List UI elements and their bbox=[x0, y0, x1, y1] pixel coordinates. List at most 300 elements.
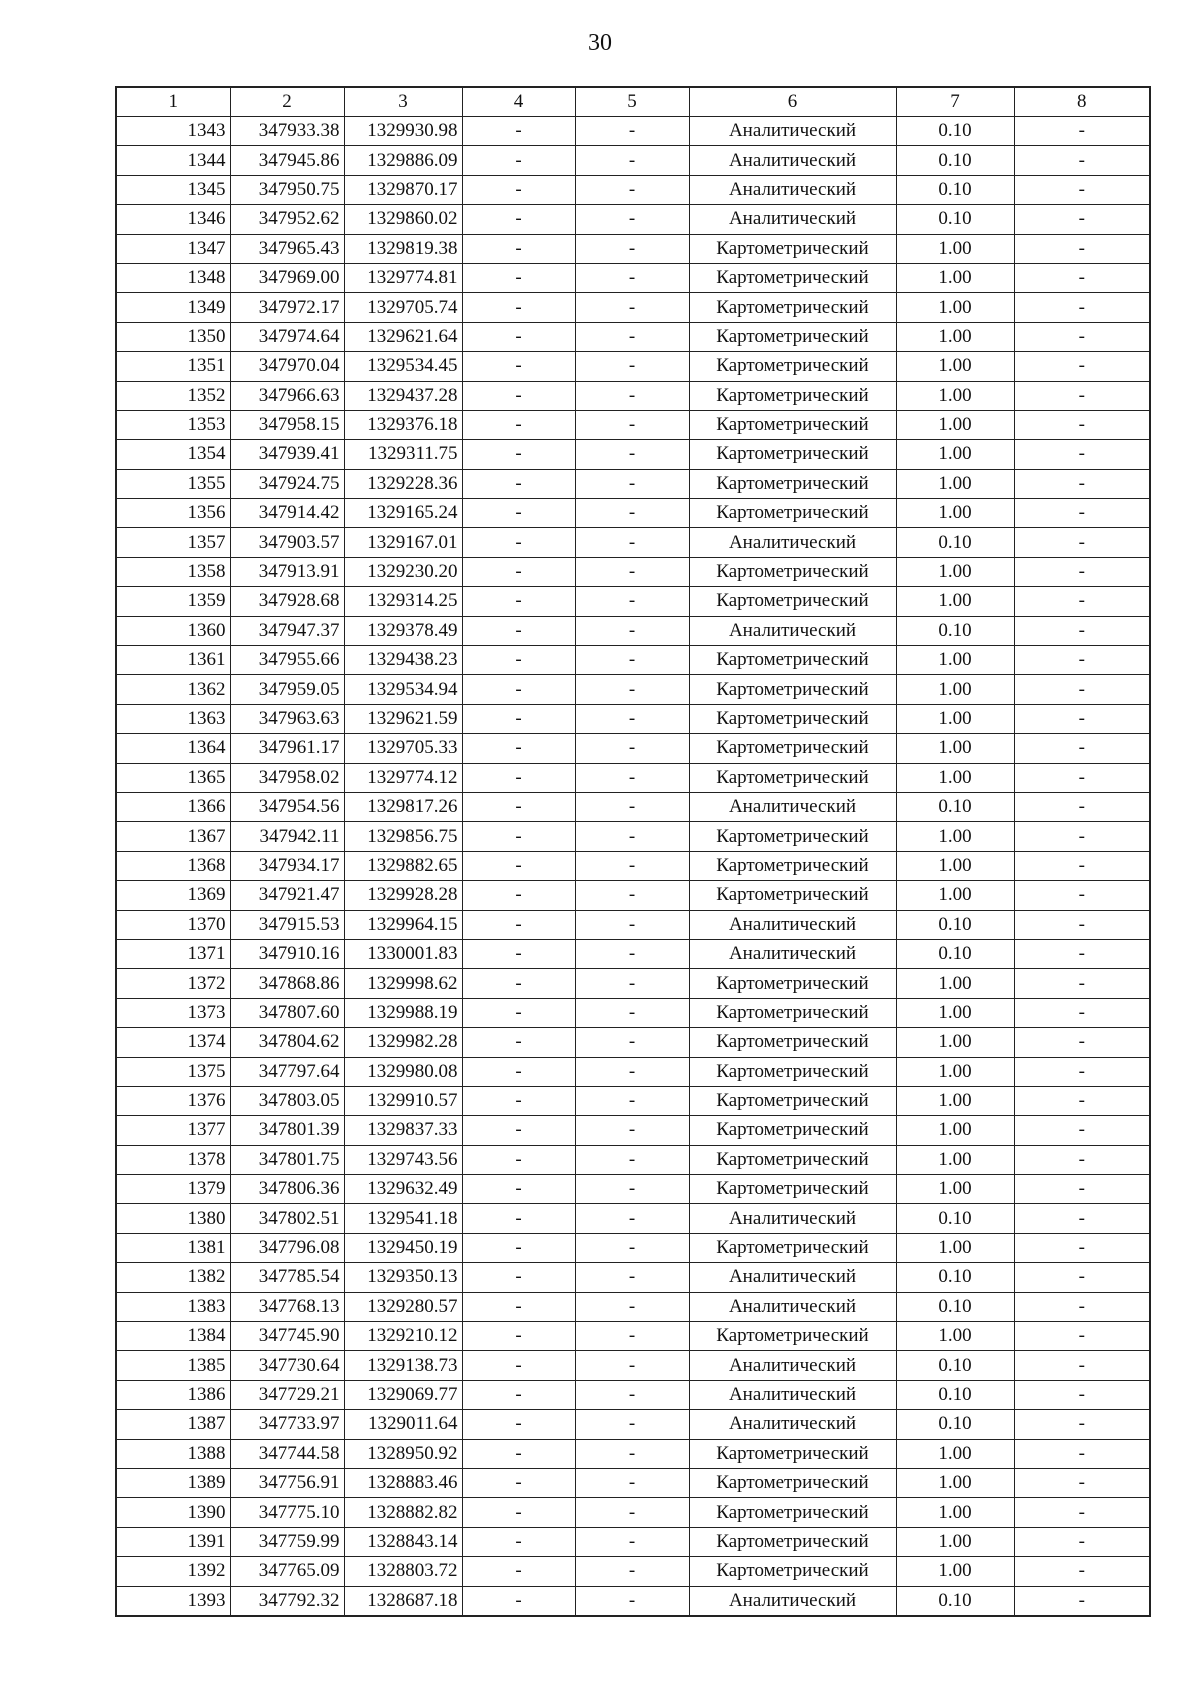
col-4-cell: - bbox=[462, 704, 575, 733]
coord-y-cell: 1328950.92 bbox=[344, 1439, 462, 1468]
method-cell: Картометрический bbox=[689, 1086, 896, 1115]
table-row bbox=[116, 1116, 1150, 1145]
col-8-cell: - bbox=[1014, 1233, 1150, 1262]
coord-x-cell: 347745.90 bbox=[230, 1322, 344, 1351]
method-cell: Аналитический bbox=[689, 175, 896, 204]
col-5-cell: - bbox=[575, 1204, 689, 1233]
method-cell: Картометрический bbox=[689, 499, 896, 528]
coord-y-cell: 1329980.08 bbox=[344, 1057, 462, 1086]
accuracy-cell: 1.00 bbox=[896, 1116, 1014, 1145]
method-cell: Картометрический bbox=[689, 822, 896, 851]
accuracy-cell: 1.00 bbox=[896, 704, 1014, 733]
col-4-cell: - bbox=[462, 1204, 575, 1233]
method-cell: Картометрический bbox=[689, 1498, 896, 1527]
table-row bbox=[116, 1292, 1150, 1321]
method-cell: Аналитический bbox=[689, 1380, 896, 1409]
coord-y-cell: 1329311.75 bbox=[344, 440, 462, 469]
coord-y-cell: 1329230.20 bbox=[344, 557, 462, 586]
table-row bbox=[116, 1263, 1150, 1292]
point-number-cell: 1393 bbox=[116, 1586, 230, 1616]
coord-x-cell: 347954.56 bbox=[230, 792, 344, 821]
col-5-cell: - bbox=[575, 646, 689, 675]
method-cell: Картометрический bbox=[689, 1145, 896, 1174]
table-row bbox=[116, 557, 1150, 586]
col-5-cell: - bbox=[575, 822, 689, 851]
accuracy-cell: 0.10 bbox=[896, 616, 1014, 645]
col-5-cell: - bbox=[575, 440, 689, 469]
coord-y-cell: 1329534.45 bbox=[344, 352, 462, 381]
method-cell: Картометрический bbox=[689, 1527, 896, 1556]
col-8-cell: - bbox=[1014, 998, 1150, 1027]
point-number-cell: 1387 bbox=[116, 1410, 230, 1439]
col-4-cell: - bbox=[462, 1498, 575, 1527]
point-number-cell: 1382 bbox=[116, 1263, 230, 1292]
coord-x-cell: 347868.86 bbox=[230, 969, 344, 998]
method-cell: Картометрический bbox=[689, 352, 896, 381]
col-5-cell: - bbox=[575, 1380, 689, 1409]
col-8-cell: - bbox=[1014, 1145, 1150, 1174]
col-4-cell: - bbox=[462, 322, 575, 351]
col-5-cell: - bbox=[575, 1557, 689, 1586]
coord-x-cell: 347942.11 bbox=[230, 822, 344, 851]
coord-y-cell: 1329350.13 bbox=[344, 1263, 462, 1292]
col-5-cell: - bbox=[575, 410, 689, 439]
coord-x-cell: 347934.17 bbox=[230, 851, 344, 880]
point-number-cell: 1349 bbox=[116, 293, 230, 322]
accuracy-cell: 1.00 bbox=[896, 1086, 1014, 1115]
col-5-cell: - bbox=[575, 939, 689, 968]
coord-x-cell: 347744.58 bbox=[230, 1439, 344, 1468]
table-row bbox=[116, 734, 1150, 763]
point-number-cell: 1383 bbox=[116, 1292, 230, 1321]
col-4-cell: - bbox=[462, 646, 575, 675]
method-cell: Аналитический bbox=[689, 939, 896, 968]
col-4-cell: - bbox=[462, 381, 575, 410]
accuracy-cell: 1.00 bbox=[896, 499, 1014, 528]
col-4-cell: - bbox=[462, 175, 575, 204]
coord-y-cell: 1329165.24 bbox=[344, 499, 462, 528]
table-row bbox=[116, 322, 1150, 351]
coord-x-cell: 347796.08 bbox=[230, 1233, 344, 1262]
col-4-cell: - bbox=[462, 1468, 575, 1497]
table-row bbox=[116, 469, 1150, 498]
col-4-cell: - bbox=[462, 1439, 575, 1468]
col-8-cell: - bbox=[1014, 969, 1150, 998]
col-5-cell: - bbox=[575, 146, 689, 175]
accuracy-cell: 1.00 bbox=[896, 1439, 1014, 1468]
col-5-cell: - bbox=[575, 763, 689, 792]
col-5-cell: - bbox=[575, 1292, 689, 1321]
method-cell: Аналитический bbox=[689, 1586, 896, 1616]
col-5-cell: - bbox=[575, 851, 689, 880]
coord-y-cell: 1329280.57 bbox=[344, 1292, 462, 1321]
col-4-cell: - bbox=[462, 792, 575, 821]
column-header-1: 1 bbox=[116, 87, 230, 117]
method-cell: Картометрический bbox=[689, 1468, 896, 1497]
table-body bbox=[116, 87, 1150, 1616]
point-number-cell: 1346 bbox=[116, 205, 230, 234]
table-row bbox=[116, 1586, 1150, 1616]
coord-x-cell: 347950.75 bbox=[230, 175, 344, 204]
accuracy-cell: 1.00 bbox=[896, 557, 1014, 586]
coord-x-cell: 347914.42 bbox=[230, 499, 344, 528]
method-cell: Картометрический bbox=[689, 381, 896, 410]
coord-x-cell: 347765.09 bbox=[230, 1557, 344, 1586]
point-number-cell: 1374 bbox=[116, 1028, 230, 1057]
accuracy-cell: 1.00 bbox=[896, 646, 1014, 675]
col-4-cell: - bbox=[462, 557, 575, 586]
coord-x-cell: 347730.64 bbox=[230, 1351, 344, 1380]
accuracy-cell: 1.00 bbox=[896, 322, 1014, 351]
col-5-cell: - bbox=[575, 1057, 689, 1086]
coord-y-cell: 1329705.74 bbox=[344, 293, 462, 322]
point-number-cell: 1379 bbox=[116, 1175, 230, 1204]
col-8-cell: - bbox=[1014, 1057, 1150, 1086]
method-cell: Аналитический bbox=[689, 146, 896, 175]
col-4-cell: - bbox=[462, 117, 575, 146]
table-row bbox=[116, 1351, 1150, 1380]
col-5-cell: - bbox=[575, 910, 689, 939]
point-number-cell: 1373 bbox=[116, 998, 230, 1027]
col-8-cell: - bbox=[1014, 410, 1150, 439]
method-cell: Картометрический bbox=[689, 469, 896, 498]
col-8-cell: - bbox=[1014, 1557, 1150, 1586]
col-4-cell: - bbox=[462, 293, 575, 322]
point-number-cell: 1377 bbox=[116, 1116, 230, 1145]
accuracy-cell: 1.00 bbox=[896, 1498, 1014, 1527]
method-cell: Картометрический bbox=[689, 1557, 896, 1586]
accuracy-cell: 1.00 bbox=[896, 440, 1014, 469]
col-5-cell: - bbox=[575, 234, 689, 263]
coord-y-cell: 1329069.77 bbox=[344, 1380, 462, 1409]
accuracy-cell: 1.00 bbox=[896, 1527, 1014, 1556]
coord-x-cell: 347970.04 bbox=[230, 352, 344, 381]
table-row bbox=[116, 792, 1150, 821]
coord-y-cell: 1329210.12 bbox=[344, 1322, 462, 1351]
col-4-cell: - bbox=[462, 969, 575, 998]
col-8-cell: - bbox=[1014, 322, 1150, 351]
coord-x-cell: 347969.00 bbox=[230, 263, 344, 292]
coord-y-cell: 1329167.01 bbox=[344, 528, 462, 557]
col-5-cell: - bbox=[575, 1439, 689, 1468]
point-number-cell: 1392 bbox=[116, 1557, 230, 1586]
coord-x-cell: 347802.51 bbox=[230, 1204, 344, 1233]
table-row bbox=[116, 704, 1150, 733]
coord-x-cell: 347733.97 bbox=[230, 1410, 344, 1439]
accuracy-cell: 0.10 bbox=[896, 528, 1014, 557]
coord-y-cell: 1329982.28 bbox=[344, 1028, 462, 1057]
point-number-cell: 1388 bbox=[116, 1439, 230, 1468]
coord-y-cell: 1329819.38 bbox=[344, 234, 462, 263]
col-8-cell: - bbox=[1014, 263, 1150, 292]
col-4-cell: - bbox=[462, 1175, 575, 1204]
col-5-cell: - bbox=[575, 1586, 689, 1616]
table-row bbox=[116, 528, 1150, 557]
col-4-cell: - bbox=[462, 440, 575, 469]
coord-x-cell: 347801.75 bbox=[230, 1145, 344, 1174]
point-number-cell: 1368 bbox=[116, 851, 230, 880]
col-4-cell: - bbox=[462, 587, 575, 616]
table-row bbox=[116, 205, 1150, 234]
method-cell: Картометрический bbox=[689, 734, 896, 763]
table-row bbox=[116, 234, 1150, 263]
coord-y-cell: 1329011.64 bbox=[344, 1410, 462, 1439]
col-8-cell: - bbox=[1014, 528, 1150, 557]
coord-y-cell: 1329930.98 bbox=[344, 117, 462, 146]
point-number-cell: 1352 bbox=[116, 381, 230, 410]
method-cell: Аналитический bbox=[689, 205, 896, 234]
column-header-8: 8 bbox=[1014, 87, 1150, 117]
point-number-cell: 1361 bbox=[116, 646, 230, 675]
method-cell: Картометрический bbox=[689, 1175, 896, 1204]
col-5-cell: - bbox=[575, 175, 689, 204]
accuracy-cell: 1.00 bbox=[896, 234, 1014, 263]
col-4-cell: - bbox=[462, 1028, 575, 1057]
coord-x-cell: 347972.17 bbox=[230, 293, 344, 322]
coord-x-cell: 347966.63 bbox=[230, 381, 344, 410]
col-4-cell: - bbox=[462, 528, 575, 557]
col-5-cell: - bbox=[575, 263, 689, 292]
method-cell: Картометрический bbox=[689, 1439, 896, 1468]
table-row bbox=[116, 969, 1150, 998]
point-number-cell: 1351 bbox=[116, 352, 230, 381]
col-8-cell: - bbox=[1014, 1263, 1150, 1292]
accuracy-cell: 1.00 bbox=[896, 851, 1014, 880]
table-row bbox=[116, 881, 1150, 910]
accuracy-cell: 0.10 bbox=[896, 1204, 1014, 1233]
accuracy-cell: 1.00 bbox=[896, 263, 1014, 292]
col-8-cell: - bbox=[1014, 851, 1150, 880]
accuracy-cell: 1.00 bbox=[896, 675, 1014, 704]
table-row bbox=[116, 440, 1150, 469]
coord-x-cell: 347961.17 bbox=[230, 734, 344, 763]
coord-y-cell: 1329774.12 bbox=[344, 763, 462, 792]
column-header-2: 2 bbox=[230, 87, 344, 117]
coord-y-cell: 1328803.72 bbox=[344, 1557, 462, 1586]
coord-x-cell: 347959.05 bbox=[230, 675, 344, 704]
col-5-cell: - bbox=[575, 734, 689, 763]
col-8-cell: - bbox=[1014, 1028, 1150, 1057]
table-row bbox=[116, 146, 1150, 175]
col-4-cell: - bbox=[462, 734, 575, 763]
method-cell: Аналитический bbox=[689, 616, 896, 645]
method-cell: Картометрический bbox=[689, 410, 896, 439]
point-number-cell: 1357 bbox=[116, 528, 230, 557]
accuracy-cell: 1.00 bbox=[896, 1175, 1014, 1204]
method-cell: Картометрический bbox=[689, 881, 896, 910]
coord-x-cell: 347921.47 bbox=[230, 881, 344, 910]
coord-y-cell: 1329988.19 bbox=[344, 998, 462, 1027]
col-8-cell: - bbox=[1014, 469, 1150, 498]
coord-y-cell: 1329964.15 bbox=[344, 910, 462, 939]
accuracy-cell: 0.10 bbox=[896, 175, 1014, 204]
col-8-cell: - bbox=[1014, 587, 1150, 616]
accuracy-cell: 1.00 bbox=[896, 1322, 1014, 1351]
column-header-3: 3 bbox=[344, 87, 462, 117]
method-cell: Картометрический bbox=[689, 587, 896, 616]
coord-y-cell: 1329541.18 bbox=[344, 1204, 462, 1233]
col-8-cell: - bbox=[1014, 205, 1150, 234]
coord-y-cell: 1329378.49 bbox=[344, 616, 462, 645]
coord-y-cell: 1329870.17 bbox=[344, 175, 462, 204]
table-row bbox=[116, 851, 1150, 880]
table-row bbox=[116, 587, 1150, 616]
column-header-4: 4 bbox=[462, 87, 575, 117]
col-4-cell: - bbox=[462, 499, 575, 528]
point-number-cell: 1350 bbox=[116, 322, 230, 351]
accuracy-cell: 0.10 bbox=[896, 1292, 1014, 1321]
coord-x-cell: 347958.02 bbox=[230, 763, 344, 792]
point-number-cell: 1363 bbox=[116, 704, 230, 733]
table-row bbox=[116, 910, 1150, 939]
col-4-cell: - bbox=[462, 1057, 575, 1086]
method-cell: Аналитический bbox=[689, 1410, 896, 1439]
col-8-cell: - bbox=[1014, 1086, 1150, 1115]
table-row bbox=[116, 175, 1150, 204]
col-4-cell: - bbox=[462, 1233, 575, 1262]
method-cell: Аналитический bbox=[689, 792, 896, 821]
point-number-cell: 1344 bbox=[116, 146, 230, 175]
coord-x-cell: 347775.10 bbox=[230, 1498, 344, 1527]
coord-x-cell: 347947.37 bbox=[230, 616, 344, 645]
col-5-cell: - bbox=[575, 1498, 689, 1527]
table-row bbox=[116, 352, 1150, 381]
col-5-cell: - bbox=[575, 616, 689, 645]
col-5-cell: - bbox=[575, 1086, 689, 1115]
method-cell: Картометрический bbox=[689, 969, 896, 998]
point-number-cell: 1356 bbox=[116, 499, 230, 528]
col-5-cell: - bbox=[575, 1322, 689, 1351]
point-number-cell: 1365 bbox=[116, 763, 230, 792]
col-8-cell: - bbox=[1014, 1527, 1150, 1556]
method-cell: Картометрический bbox=[689, 1116, 896, 1145]
coord-y-cell: 1329774.81 bbox=[344, 263, 462, 292]
coord-y-cell: 1329705.33 bbox=[344, 734, 462, 763]
col-5-cell: - bbox=[575, 792, 689, 821]
col-8-cell: - bbox=[1014, 616, 1150, 645]
point-number-cell: 1378 bbox=[116, 1145, 230, 1174]
col-5-cell: - bbox=[575, 1410, 689, 1439]
point-number-cell: 1355 bbox=[116, 469, 230, 498]
col-4-cell: - bbox=[462, 1263, 575, 1292]
table-row bbox=[116, 939, 1150, 968]
accuracy-cell: 0.10 bbox=[896, 1410, 1014, 1439]
point-number-cell: 1345 bbox=[116, 175, 230, 204]
coord-x-cell: 347924.75 bbox=[230, 469, 344, 498]
coord-y-cell: 1329450.19 bbox=[344, 1233, 462, 1262]
col-4-cell: - bbox=[462, 939, 575, 968]
table-row bbox=[116, 1145, 1150, 1174]
method-cell: Картометрический bbox=[689, 675, 896, 704]
table-row bbox=[116, 410, 1150, 439]
col-5-cell: - bbox=[575, 1175, 689, 1204]
table-row bbox=[116, 1410, 1150, 1439]
coord-x-cell: 347928.68 bbox=[230, 587, 344, 616]
col-4-cell: - bbox=[462, 1557, 575, 1586]
table-row bbox=[116, 1233, 1150, 1262]
col-4-cell: - bbox=[462, 998, 575, 1027]
accuracy-cell: 1.00 bbox=[896, 1233, 1014, 1262]
table-row bbox=[116, 1468, 1150, 1497]
col-8-cell: - bbox=[1014, 675, 1150, 704]
col-8-cell: - bbox=[1014, 1351, 1150, 1380]
coord-x-cell: 347952.62 bbox=[230, 205, 344, 234]
coord-y-cell: 1329837.33 bbox=[344, 1116, 462, 1145]
table-row bbox=[116, 381, 1150, 410]
coord-x-cell: 347785.54 bbox=[230, 1263, 344, 1292]
column-header-5: 5 bbox=[575, 87, 689, 117]
col-5-cell: - bbox=[575, 1116, 689, 1145]
col-4-cell: - bbox=[462, 469, 575, 498]
col-8-cell: - bbox=[1014, 646, 1150, 675]
coord-y-cell: 1329882.65 bbox=[344, 851, 462, 880]
method-cell: Картометрический bbox=[689, 1028, 896, 1057]
accuracy-cell: 1.00 bbox=[896, 1028, 1014, 1057]
col-8-cell: - bbox=[1014, 704, 1150, 733]
table-row bbox=[116, 1557, 1150, 1586]
coord-x-cell: 347797.64 bbox=[230, 1057, 344, 1086]
col-5-cell: - bbox=[575, 1028, 689, 1057]
accuracy-cell: 0.10 bbox=[896, 1351, 1014, 1380]
coord-x-cell: 347965.43 bbox=[230, 234, 344, 263]
method-cell: Картометрический bbox=[689, 763, 896, 792]
coord-y-cell: 1329817.26 bbox=[344, 792, 462, 821]
col-4-cell: - bbox=[462, 881, 575, 910]
point-number-cell: 1386 bbox=[116, 1380, 230, 1409]
coord-y-cell: 1329910.57 bbox=[344, 1086, 462, 1115]
accuracy-cell: 0.10 bbox=[896, 117, 1014, 146]
table-row bbox=[116, 263, 1150, 292]
point-number-cell: 1354 bbox=[116, 440, 230, 469]
table-row bbox=[116, 1527, 1150, 1556]
col-5-cell: - bbox=[575, 998, 689, 1027]
coord-y-cell: 1329743.56 bbox=[344, 1145, 462, 1174]
col-5-cell: - bbox=[575, 675, 689, 704]
col-8-cell: - bbox=[1014, 557, 1150, 586]
col-8-cell: - bbox=[1014, 1439, 1150, 1468]
point-number-cell: 1390 bbox=[116, 1498, 230, 1527]
point-number-cell: 1343 bbox=[116, 117, 230, 146]
coordinates-table bbox=[115, 86, 1151, 1617]
coord-y-cell: 1329138.73 bbox=[344, 1351, 462, 1380]
coord-x-cell: 347792.32 bbox=[230, 1586, 344, 1616]
col-8-cell: - bbox=[1014, 1322, 1150, 1351]
col-5-cell: - bbox=[575, 1351, 689, 1380]
accuracy-cell: 0.10 bbox=[896, 792, 1014, 821]
accuracy-cell: 1.00 bbox=[896, 969, 1014, 998]
accuracy-cell: 1.00 bbox=[896, 822, 1014, 851]
col-8-cell: - bbox=[1014, 146, 1150, 175]
accuracy-cell: 1.00 bbox=[896, 352, 1014, 381]
table-row bbox=[116, 1028, 1150, 1057]
accuracy-cell: 1.00 bbox=[896, 469, 1014, 498]
table-row bbox=[116, 646, 1150, 675]
col-4-cell: - bbox=[462, 1527, 575, 1556]
column-header-6: 6 bbox=[689, 87, 896, 117]
col-5-cell: - bbox=[575, 1468, 689, 1497]
table-row bbox=[116, 822, 1150, 851]
table-row bbox=[116, 1322, 1150, 1351]
method-cell: Картометрический bbox=[689, 1233, 896, 1262]
point-number-cell: 1371 bbox=[116, 939, 230, 968]
col-4-cell: - bbox=[462, 763, 575, 792]
col-4-cell: - bbox=[462, 1586, 575, 1616]
coord-y-cell: 1329860.02 bbox=[344, 205, 462, 234]
col-8-cell: - bbox=[1014, 1468, 1150, 1497]
method-cell: Аналитический bbox=[689, 1263, 896, 1292]
table-row bbox=[116, 1086, 1150, 1115]
coord-x-cell: 347939.41 bbox=[230, 440, 344, 469]
